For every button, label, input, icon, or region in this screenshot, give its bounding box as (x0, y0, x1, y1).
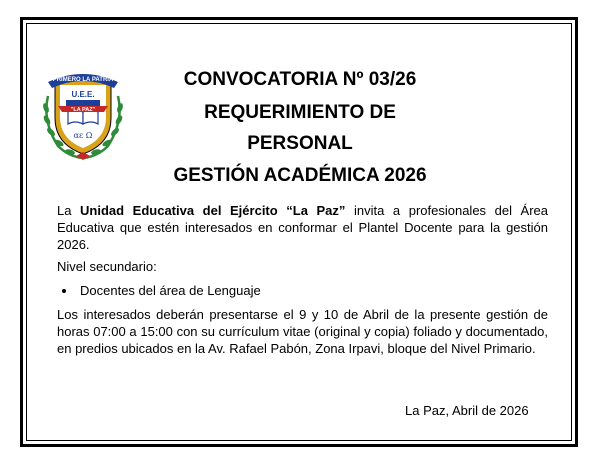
place-and-date: La Paz, Abril de 2026 (405, 403, 529, 418)
announcement-subject-line1: REQUERIMIENTO DE (204, 102, 396, 123)
ribbon-text: "LA PAZ" (70, 107, 96, 113)
position-label: Docentes del área de Lenguaje (80, 283, 261, 298)
emblem-symbols: αε Ω (73, 131, 93, 140)
bullet-icon (62, 289, 66, 293)
list-item (62, 282, 261, 299)
academic-year-heading: GESTIÓN ACADÉMICA 2026 (173, 165, 427, 186)
school-acronym: U.E.E. (71, 90, 95, 99)
banner-motto: PRIMERO LA PATRIA (52, 77, 114, 83)
bottom-bow (76, 152, 90, 160)
intro-suffix: invita a profesionales del Área Educativa que estén interesados en conformar el Plantel Docente para la gestión 2026. (57, 203, 548, 252)
level-label: Nivel secundario: (57, 259, 157, 274)
announcement-subject-line2: PERSONAL (247, 133, 353, 154)
instructions-paragraph: Los interesados deberán presentarse el 9 y 10 de Abril de la presente gestión de horas 07:00 a 15:00 con su currículum vitae (original y copia) foliado y documentado, en predios ubicados en la Av. Rafael Pabón, Zona Irpavi, bloque del Nivel Primario. (57, 307, 548, 356)
school-emblem-logo (40, 66, 126, 162)
institution-name: Unidad Educativa del Ejército “La Paz” (80, 203, 346, 218)
announcement-number: CONVOCATORIA Nº 03/26 (183, 69, 417, 90)
intro-prefix: La (57, 203, 81, 218)
intro-paragraph (57, 202, 548, 253)
